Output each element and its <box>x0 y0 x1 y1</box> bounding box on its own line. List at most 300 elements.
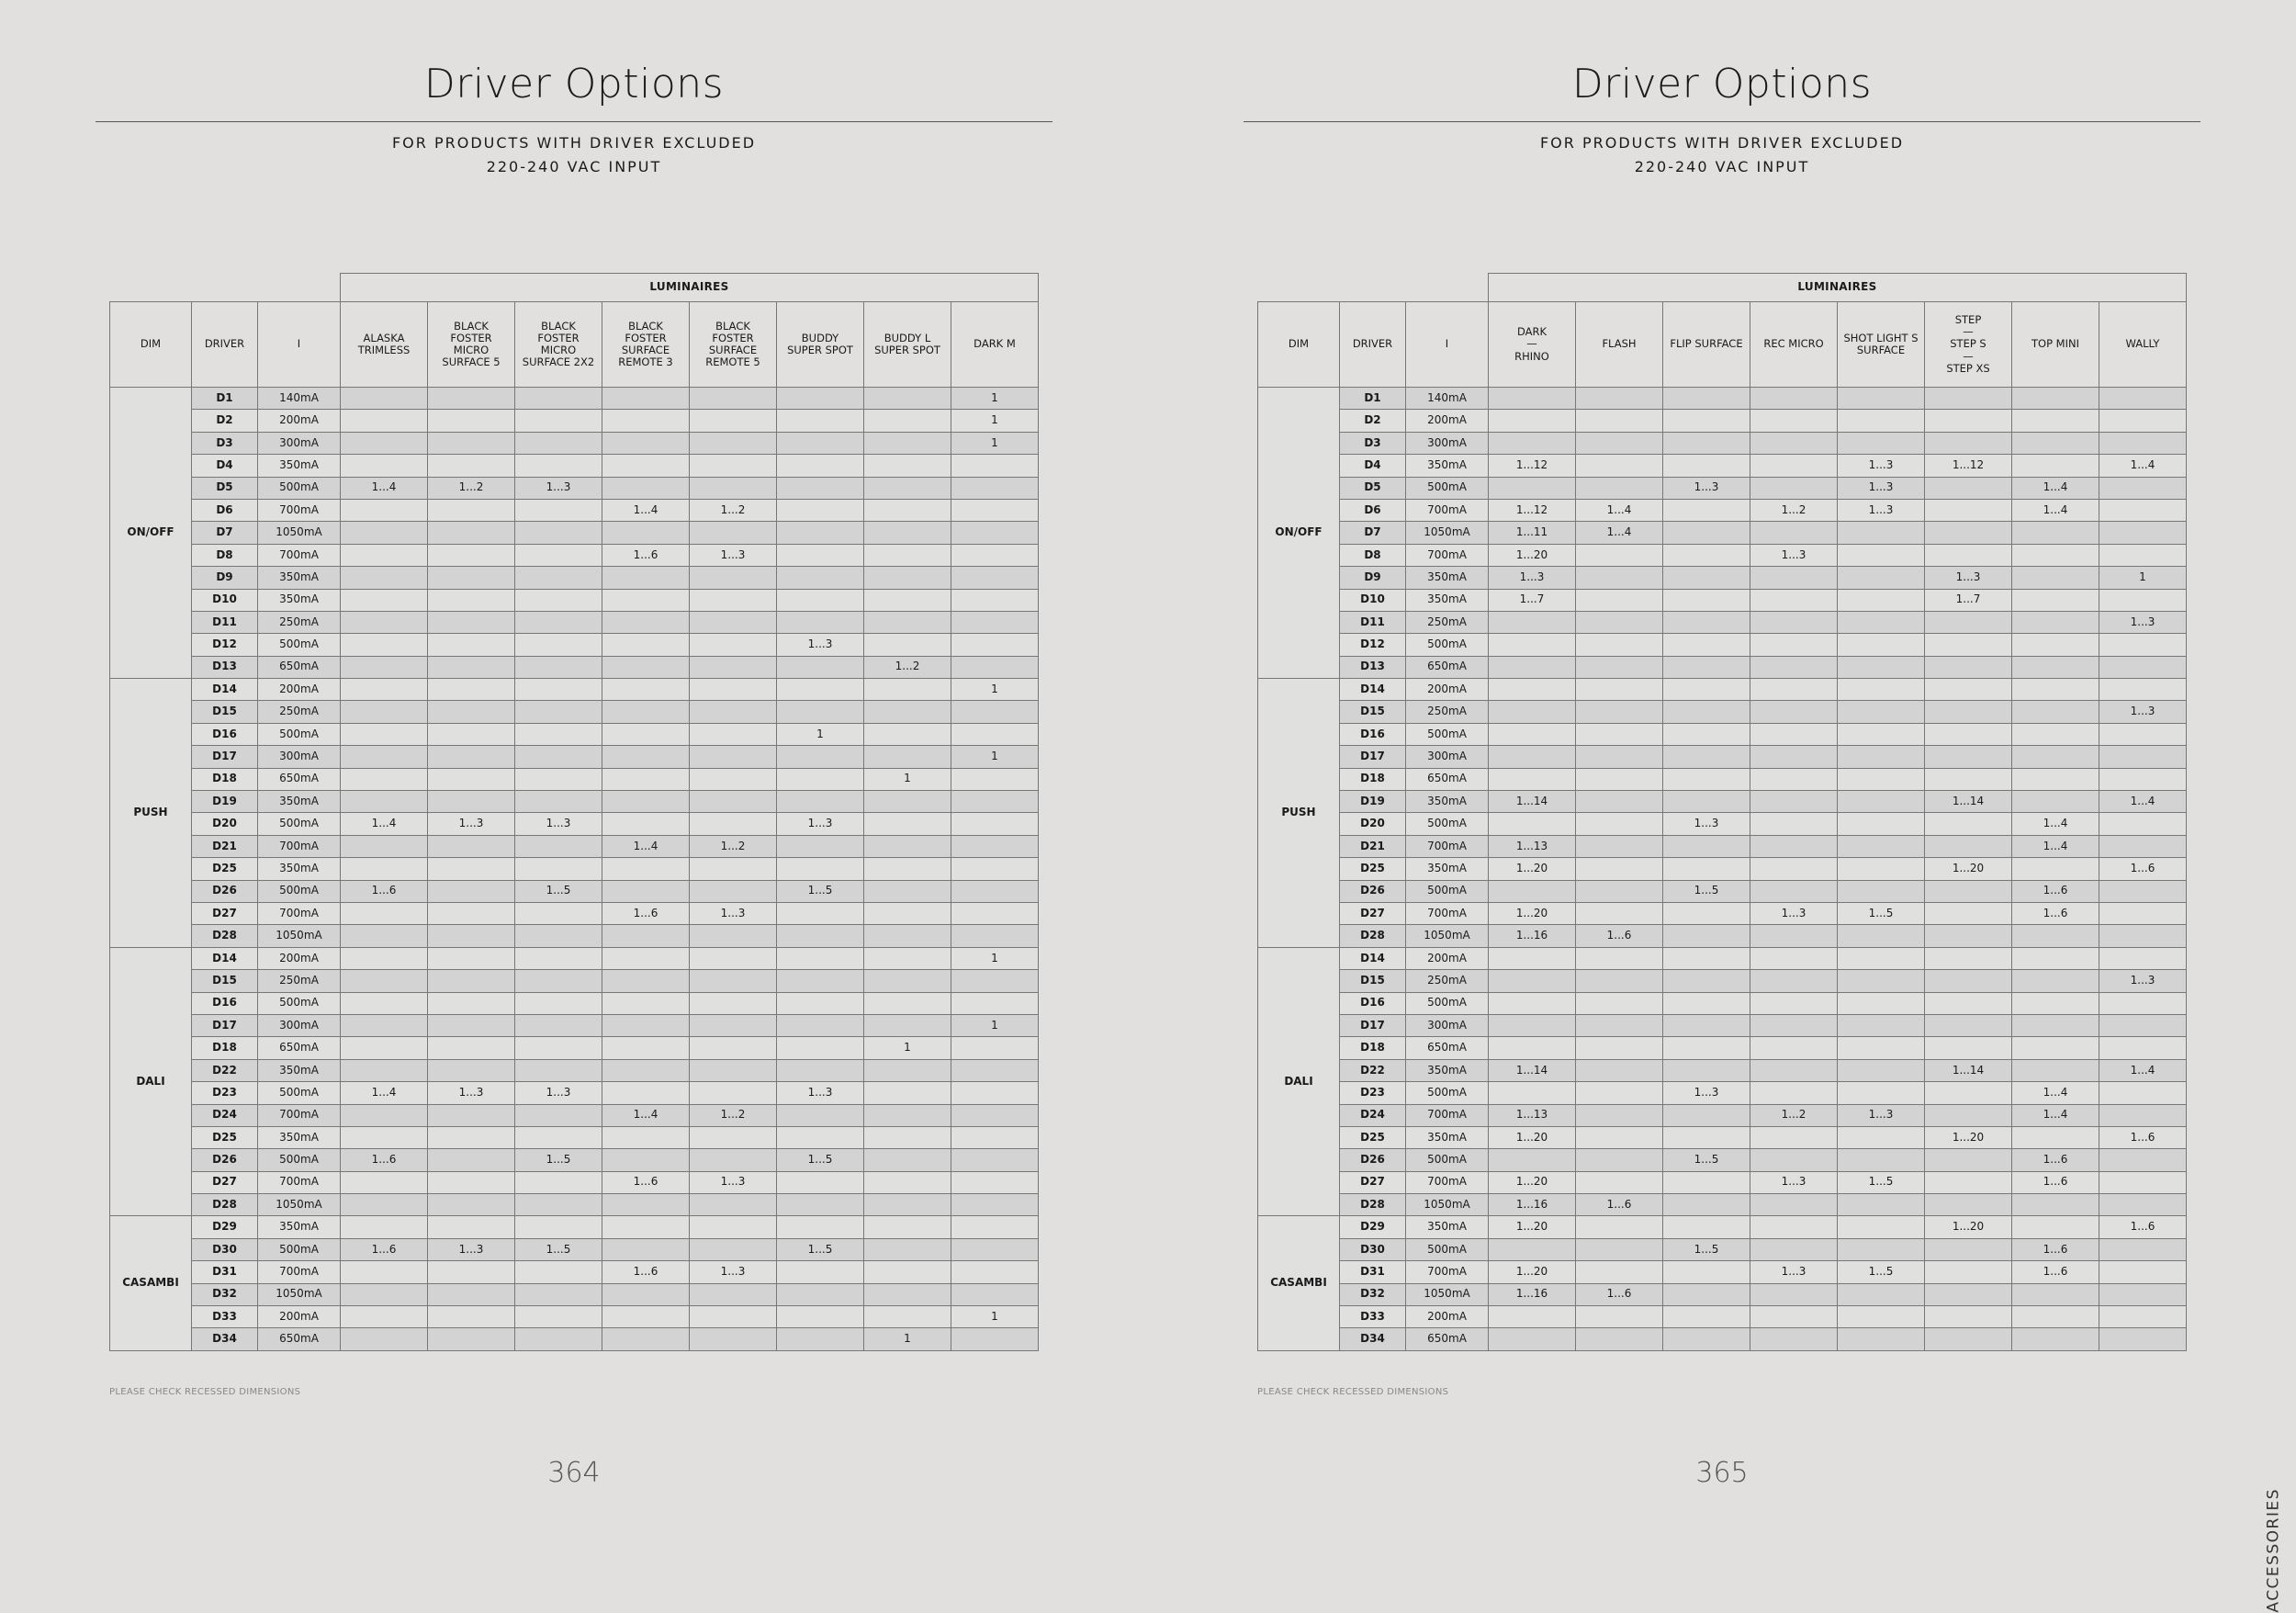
luminaire-quantity-cell <box>602 768 690 790</box>
luminaire-quantity-cell <box>864 925 951 947</box>
luminaire-quantity-cell <box>1838 768 1925 790</box>
luminaire-quantity-cell <box>602 858 690 880</box>
table-row <box>1258 992 2187 1014</box>
luminaire-quantity-cell <box>428 1261 515 1283</box>
luminaire-quantity-cell: 1...20 <box>1489 1216 1576 1238</box>
luminaire-quantity-cell <box>602 1238 690 1260</box>
luminaire-quantity-cell: 1 <box>951 432 1039 454</box>
luminaire-quantity-cell: 1...3 <box>428 1238 515 1260</box>
page-title: Driver Options <box>1571 61 1873 107</box>
luminaire-quantity-cell <box>1663 947 1750 969</box>
luminaire-quantity-cell <box>2012 679 2099 701</box>
luminaire-quantity-cell <box>1838 858 1925 880</box>
luminaire-quantity-cell <box>2099 544 2187 566</box>
luminaire-quantity-cell <box>777 746 864 768</box>
table-row <box>110 746 1039 768</box>
luminaire-quantity-cell <box>515 410 602 432</box>
luminaire-column-header <box>2012 302 2099 388</box>
luminaire-quantity-cell <box>1576 477 1663 499</box>
luminaire-column-header <box>341 302 428 388</box>
header-spacer <box>1258 274 1489 302</box>
luminaire-quantity-cell <box>515 723 602 745</box>
luminaire-quantity-cell <box>1750 880 1838 902</box>
luminaire-quantity-cell <box>1925 1328 2012 1350</box>
driver-code-cell: D26 <box>1340 880 1406 902</box>
luminaire-quantity-cell <box>428 992 515 1014</box>
luminaire-quantity-cell <box>1750 1014 1838 1036</box>
current-cell: 500mA <box>258 992 341 1014</box>
luminaire-quantity-cell <box>1576 947 1663 969</box>
current-cell: 700mA <box>1406 835 1489 857</box>
luminaire-quantity-cell: 1...12 <box>1925 455 2012 477</box>
luminaire-quantity-cell <box>777 656 864 678</box>
luminaire-column-header <box>1489 302 1576 388</box>
luminaire-quantity-cell <box>1838 679 1925 701</box>
table-row <box>1258 1126 2187 1148</box>
luminaire-quantity-cell <box>1663 746 1750 768</box>
luminaire-quantity-cell <box>428 925 515 947</box>
luminaire-quantity-cell <box>1925 477 2012 499</box>
luminaire-quantity-cell <box>777 679 864 701</box>
luminaire-quantity-cell: 1...5 <box>1838 1261 1925 1283</box>
table-row <box>110 925 1039 947</box>
luminaire-quantity-cell <box>951 567 1039 589</box>
current-cell: 250mA <box>258 611 341 633</box>
luminaire-quantity-cell <box>428 410 515 432</box>
luminaire-quantity-cell <box>2012 1328 2099 1350</box>
luminaire-quantity-cell <box>864 388 951 410</box>
luminaire-name-line: SURFACE <box>708 344 758 356</box>
table-row <box>1258 477 2187 499</box>
luminaire-column-header <box>428 302 515 388</box>
luminaire-name-line: BLACK <box>454 319 489 333</box>
luminaire-quantity-cell: 1...6 <box>341 880 428 902</box>
luminaire-quantity-cell <box>1750 388 1838 410</box>
luminaire-quantity-cell <box>864 567 951 589</box>
luminaire-quantity-cell: 1 <box>864 768 951 790</box>
luminaire-quantity-cell <box>341 1194 428 1216</box>
page-subtitle: FOR PRODUCTS WITH DRIVER EXCLUDED <box>1539 134 1905 152</box>
driver-code-cell: D2 <box>1340 410 1406 432</box>
luminaire-quantity-cell <box>1750 768 1838 790</box>
driver-code-cell: D16 <box>1340 992 1406 1014</box>
luminaire-quantity-cell: 1...14 <box>1925 791 2012 813</box>
luminaire-quantity-cell <box>1750 477 1838 499</box>
current-cell: 500mA <box>1406 1082 1489 1104</box>
current-cell: 1050mA <box>258 925 341 947</box>
luminaire-quantity-cell <box>515 1306 602 1328</box>
luminaire-quantity-cell <box>2099 880 2187 902</box>
table-row <box>110 432 1039 454</box>
driver-code-cell: D9 <box>1340 567 1406 589</box>
driver-code-cell: D6 <box>1340 499 1406 521</box>
luminaire-name-line: BUDDY <box>801 331 839 344</box>
luminaire-quantity-cell: 1...14 <box>1925 1059 2012 1081</box>
footnote: PLEASE CHECK RECESSED DIMENSIONS <box>109 1387 301 1397</box>
luminaire-quantity-cell <box>864 1261 951 1283</box>
page-number: 364 <box>547 1457 601 1489</box>
luminaire-quantity-cell <box>341 656 428 678</box>
luminaire-quantity-cell <box>1576 835 1663 857</box>
luminaire-column-header <box>690 302 777 388</box>
current-cell: 350mA <box>258 1126 341 1148</box>
luminaire-quantity-cell <box>1489 611 1576 633</box>
driver-code-cell: D31 <box>1340 1261 1406 1283</box>
column-header-driver: DRIVER <box>192 302 258 388</box>
luminaire-quantity-cell <box>864 1126 951 1148</box>
driver-code-cell: D15 <box>1340 970 1406 992</box>
driver-code-cell: D29 <box>1340 1216 1406 1238</box>
luminaire-quantity-cell <box>2099 656 2187 678</box>
luminaire-quantity-cell <box>777 1014 864 1036</box>
luminaire-quantity-cell <box>1838 634 1925 656</box>
current-cell: 350mA <box>258 1059 341 1081</box>
luminaire-quantity-cell <box>1576 1306 1663 1328</box>
luminaire-quantity-cell <box>1925 902 2012 924</box>
current-cell: 700mA <box>1406 499 1489 521</box>
driver-code-cell: D4 <box>192 455 258 477</box>
luminaire-quantity-cell: 1...6 <box>341 1149 428 1171</box>
luminaire-quantity-cell <box>1838 746 1925 768</box>
current-cell: 650mA <box>258 656 341 678</box>
table-row <box>110 544 1039 566</box>
luminaire-quantity-cell <box>1750 1306 1838 1328</box>
luminaire-quantity-cell <box>864 1014 951 1036</box>
luminaire-quantity-cell <box>951 544 1039 566</box>
luminaire-quantity-cell <box>341 1037 428 1059</box>
luminaire-quantity-cell <box>428 723 515 745</box>
header-spacer <box>110 274 341 302</box>
luminaire-quantity-cell: 1...6 <box>1576 1283 1663 1305</box>
luminaire-quantity-cell <box>1489 970 1576 992</box>
luminaire-quantity-cell <box>1576 455 1663 477</box>
luminaire-quantity-cell: 1...20 <box>1489 1126 1576 1148</box>
luminaire-quantity-cell <box>1576 1126 1663 1148</box>
luminaire-quantity-cell <box>1925 1104 2012 1126</box>
driver-code-cell: D15 <box>192 701 258 723</box>
driver-code-cell: D34 <box>1340 1328 1406 1350</box>
luminaire-quantity-cell <box>2099 813 2187 835</box>
luminaire-quantity-cell: 1...5 <box>1838 902 1925 924</box>
luminaire-quantity-cell <box>2099 1306 2187 1328</box>
luminaire-quantity-cell <box>777 992 864 1014</box>
luminaire-quantity-cell <box>602 813 690 835</box>
luminaire-column-header <box>1838 302 1925 388</box>
luminaire-quantity-cell <box>1750 679 1838 701</box>
luminaire-quantity-cell: 1...11 <box>1489 522 1576 544</box>
luminaire-quantity-cell <box>1925 947 2012 969</box>
luminaire-quantity-cell <box>515 1104 602 1126</box>
driver-code-cell: D19 <box>1340 791 1406 813</box>
luminaire-quantity-cell <box>428 634 515 656</box>
driver-code-cell: D7 <box>192 522 258 544</box>
luminaire-quantity-cell <box>2099 925 2187 947</box>
luminaire-quantity-cell <box>1750 634 1838 656</box>
luminaire-quantity-cell <box>2012 723 2099 745</box>
luminaire-quantity-cell: 1...3 <box>1489 567 1576 589</box>
luminaire-quantity-cell <box>515 1014 602 1036</box>
luminaire-column-header <box>1750 302 1838 388</box>
luminaire-quantity-cell <box>602 611 690 633</box>
luminaire-quantity-cell: 1...3 <box>690 1261 777 1283</box>
luminaire-quantity-cell: 1...20 <box>1489 544 1576 566</box>
driver-code-cell: D17 <box>1340 746 1406 768</box>
luminaire-quantity-cell <box>1576 1149 1663 1171</box>
luminaire-quantity-cell <box>602 1328 690 1350</box>
luminaire-quantity-cell: 1...6 <box>602 1171 690 1193</box>
luminaire-quantity-cell <box>428 1126 515 1148</box>
luminaire-quantity-cell <box>690 880 777 902</box>
luminaire-quantity-cell <box>428 1171 515 1193</box>
luminaire-name-line: TRIMLESS <box>357 344 411 356</box>
luminaire-quantity-cell <box>1750 410 1838 432</box>
driver-code-cell: D5 <box>192 477 258 499</box>
luminaire-quantity-cell <box>864 1238 951 1260</box>
luminaire-quantity-cell <box>1663 589 1750 611</box>
luminaire-quantity-cell <box>690 1037 777 1059</box>
luminaire-quantity-cell <box>341 544 428 566</box>
luminaire-quantity-cell <box>951 723 1039 745</box>
luminaire-name-line: SURFACE 2X2 <box>522 355 595 369</box>
luminaire-quantity-cell: 1 <box>951 410 1039 432</box>
luminaire-name-line: — <box>1963 325 1974 339</box>
current-cell: 700mA <box>258 902 341 924</box>
luminaire-quantity-cell <box>428 1328 515 1350</box>
current-cell: 1050mA <box>1406 522 1489 544</box>
luminaire-quantity-cell: 1...3 <box>2099 701 2187 723</box>
luminaire-quantity-cell <box>2099 768 2187 790</box>
luminaire-quantity-cell <box>341 746 428 768</box>
luminaire-column-header <box>777 302 864 388</box>
current-cell: 650mA <box>258 1328 341 1350</box>
luminaire-name-line: SURFACE 5 <box>442 355 501 369</box>
luminaire-quantity-cell <box>2099 522 2187 544</box>
driver-code-cell: D17 <box>192 746 258 768</box>
luminaire-quantity-cell <box>777 1194 864 1216</box>
current-cell: 200mA <box>1406 410 1489 432</box>
luminaire-quantity-cell <box>2099 589 2187 611</box>
luminaire-quantity-cell <box>2099 1171 2187 1193</box>
driver-code-cell: D22 <box>1340 1059 1406 1081</box>
luminaire-quantity-cell <box>1489 992 1576 1014</box>
luminaire-name-line: REMOTE 5 <box>705 355 760 369</box>
luminaire-quantity-cell: 1 <box>951 388 1039 410</box>
luminaire-quantity-cell <box>515 1059 602 1081</box>
luminaire-quantity-cell <box>602 1082 690 1104</box>
luminaire-quantity-cell <box>1576 656 1663 678</box>
luminaire-quantity-cell <box>777 499 864 521</box>
luminaire-quantity-cell <box>428 970 515 992</box>
luminaire-quantity-cell <box>690 746 777 768</box>
current-cell: 350mA <box>258 455 341 477</box>
driver-code-cell: D12 <box>192 634 258 656</box>
table-row <box>110 1037 1039 1059</box>
luminaire-quantity-cell <box>2012 1216 2099 1238</box>
table-row <box>1258 970 2187 992</box>
luminaire-quantity-cell <box>515 1328 602 1350</box>
luminaire-quantity-cell: 1 <box>951 746 1039 768</box>
luminaire-quantity-cell <box>2099 1194 2187 1216</box>
luminaire-quantity-cell <box>951 1216 1039 1238</box>
luminaire-quantity-cell: 1...3 <box>1838 455 1925 477</box>
luminaire-quantity-cell <box>1663 432 1750 454</box>
luminaire-quantity-cell <box>515 925 602 947</box>
luminaire-quantity-cell <box>951 768 1039 790</box>
luminaire-quantity-cell <box>1576 723 1663 745</box>
luminaire-quantity-cell <box>2012 567 2099 589</box>
luminaire-quantity-cell: 1...4 <box>2012 1104 2099 1126</box>
luminaire-quantity-cell <box>515 1126 602 1148</box>
luminaire-name-line: RHINO <box>1514 349 1549 363</box>
luminaire-quantity-cell <box>690 567 777 589</box>
luminaire-quantity-cell <box>951 656 1039 678</box>
luminaire-quantity-cell <box>428 455 515 477</box>
luminaire-quantity-cell <box>1576 858 1663 880</box>
luminaire-quantity-cell <box>777 611 864 633</box>
luminaire-quantity-cell <box>2012 544 2099 566</box>
luminaire-quantity-cell <box>864 634 951 656</box>
luminaire-quantity-cell <box>777 925 864 947</box>
luminaire-quantity-cell <box>1663 611 1750 633</box>
luminaire-name-line: DARK M <box>974 337 1016 351</box>
driver-code-cell: D4 <box>1340 455 1406 477</box>
luminaire-quantity-cell <box>864 791 951 813</box>
luminaire-quantity-cell: 1...20 <box>1925 858 2012 880</box>
luminaire-quantity-cell <box>1750 1082 1838 1104</box>
luminaire-quantity-cell <box>2099 746 2187 768</box>
luminaire-name-line: BLACK <box>628 319 663 333</box>
current-cell: 350mA <box>258 567 341 589</box>
luminaire-quantity-cell <box>690 432 777 454</box>
luminaire-quantity-cell <box>951 858 1039 880</box>
driver-code-cell: D28 <box>192 925 258 947</box>
luminaire-quantity-cell <box>602 634 690 656</box>
luminaire-quantity-cell <box>1663 388 1750 410</box>
luminaire-quantity-cell: 1...3 <box>515 1082 602 1104</box>
luminaire-quantity-cell <box>690 1216 777 1238</box>
luminaire-name-line: MICRO <box>540 344 577 356</box>
current-cell: 250mA <box>1406 611 1489 633</box>
luminaire-quantity-cell <box>1663 1194 1750 1216</box>
luminaire-quantity-cell <box>341 567 428 589</box>
luminaire-quantity-cell <box>864 992 951 1014</box>
luminaire-quantity-cell <box>428 567 515 589</box>
luminaire-quantity-cell <box>1838 925 1925 947</box>
luminaire-name-line: TOP MINI <box>2032 337 2079 351</box>
luminaire-quantity-cell <box>1663 1283 1750 1305</box>
luminaire-quantity-cell <box>1489 1149 1576 1171</box>
luminaire-quantity-cell <box>2099 1283 2187 1305</box>
luminaire-quantity-cell <box>1576 589 1663 611</box>
luminaire-quantity-cell <box>428 1216 515 1238</box>
luminaire-name-line: SUPER SPOT <box>874 344 940 356</box>
driver-code-cell: D16 <box>192 992 258 1014</box>
luminaire-quantity-cell <box>2012 388 2099 410</box>
luminaire-quantity-cell <box>2012 746 2099 768</box>
luminaire-quantity-cell <box>690 522 777 544</box>
current-cell: 350mA <box>1406 791 1489 813</box>
table-row <box>1258 544 2187 566</box>
luminaire-quantity-cell: 1...7 <box>1925 589 2012 611</box>
luminaire-quantity-cell <box>1925 723 2012 745</box>
table-row <box>1258 1194 2187 1216</box>
luminaire-quantity-cell <box>1838 791 1925 813</box>
luminaire-quantity-cell <box>2012 1037 2099 1059</box>
luminaire-quantity-cell <box>2012 432 2099 454</box>
luminaire-quantity-cell <box>951 1126 1039 1148</box>
luminaire-quantity-cell <box>515 902 602 924</box>
luminaire-quantity-cell <box>1663 679 1750 701</box>
current-cell: 700mA <box>1406 1104 1489 1126</box>
driver-code-cell: D19 <box>192 791 258 813</box>
luminaire-quantity-cell <box>1576 813 1663 835</box>
luminaire-quantity-cell <box>515 1261 602 1283</box>
luminaire-quantity-cell <box>1663 1171 1750 1193</box>
luminaire-name-line: FOSTER <box>450 331 492 344</box>
luminaire-quantity-cell <box>951 1328 1039 1350</box>
luminaire-quantity-cell: 1...3 <box>777 813 864 835</box>
luminaire-quantity-cell <box>1925 1261 2012 1283</box>
luminaire-quantity-cell <box>2012 589 2099 611</box>
luminaire-quantity-cell <box>1838 567 1925 589</box>
luminaire-quantity-cell <box>690 1194 777 1216</box>
luminaire-name-line: DARK <box>1516 325 1548 339</box>
luminaire-quantity-cell <box>951 1059 1039 1081</box>
luminaire-quantity-cell <box>1576 970 1663 992</box>
luminaire-quantity-cell <box>341 522 428 544</box>
luminaires-header-row <box>110 274 1039 302</box>
current-cell: 250mA <box>258 970 341 992</box>
driver-code-cell: D31 <box>192 1261 258 1283</box>
luminaire-quantity-cell <box>1750 723 1838 745</box>
luminaire-quantity-cell <box>864 813 951 835</box>
table-row <box>1258 432 2187 454</box>
luminaire-quantity-cell <box>1838 701 1925 723</box>
current-cell: 700mA <box>258 499 341 521</box>
current-cell: 650mA <box>1406 1037 1489 1059</box>
luminaire-quantity-cell: 1...3 <box>1663 1082 1750 1104</box>
luminaire-quantity-cell <box>1576 1014 1663 1036</box>
page-subtitle: FOR PRODUCTS WITH DRIVER EXCLUDED <box>391 134 757 152</box>
luminaire-quantity-cell <box>1750 1059 1838 1081</box>
luminaire-quantity-cell <box>341 1126 428 1148</box>
luminaire-quantity-cell <box>1489 1306 1576 1328</box>
current-cell: 700mA <box>1406 1171 1489 1193</box>
luminaire-quantity-cell <box>341 1328 428 1350</box>
luminaire-quantity-cell <box>341 1306 428 1328</box>
luminaire-quantity-cell <box>1489 410 1576 432</box>
luminaire-name-line: REC MICRO <box>1763 337 1824 351</box>
title-rule <box>96 121 1052 122</box>
luminaire-quantity-cell <box>341 902 428 924</box>
luminaire-quantity-cell <box>690 477 777 499</box>
luminaire-quantity-cell <box>428 746 515 768</box>
luminaire-quantity-cell <box>1750 746 1838 768</box>
luminaire-quantity-cell <box>1576 1171 1663 1193</box>
luminaire-quantity-cell <box>777 858 864 880</box>
dim-group-label: PUSH <box>1258 679 1340 948</box>
luminaire-quantity-cell <box>1576 1328 1663 1350</box>
table-row <box>110 1306 1039 1328</box>
luminaire-quantity-cell <box>1838 1126 1925 1148</box>
luminaire-quantity-cell <box>1663 1037 1750 1059</box>
table-row <box>1258 567 2187 589</box>
luminaire-quantity-cell <box>1663 1261 1750 1283</box>
luminaire-quantity-cell <box>690 455 777 477</box>
table-row <box>1258 410 2187 432</box>
luminaire-quantity-cell <box>1838 1082 1925 1104</box>
luminaire-quantity-cell <box>1838 1328 1925 1350</box>
